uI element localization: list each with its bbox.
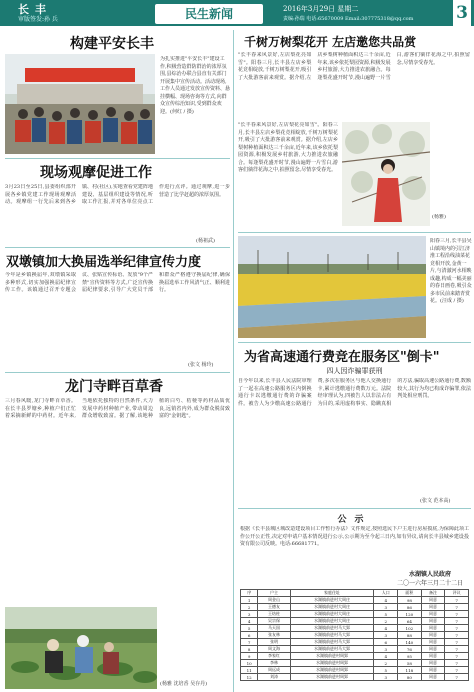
table-cell: 同意 xyxy=(421,667,445,674)
table-cell: 3 xyxy=(374,674,398,681)
credit-onsite: (杨祖武) xyxy=(196,238,215,244)
editor-contact: 责编:孙瑞 电话:65670009 Email:307775318@qq.com xyxy=(283,16,414,22)
table-cell: 7 xyxy=(445,639,469,646)
table-cell: 7 xyxy=(445,667,469,674)
table-cell: 人口 xyxy=(374,590,398,597)
table-row xyxy=(241,604,469,611)
section-rule xyxy=(5,247,230,248)
section-title: 民生新闻 xyxy=(155,4,263,24)
table-cell: 同意 xyxy=(421,625,445,632)
table-cell: 5 xyxy=(241,625,258,632)
credit-temple: (杨雅 沈培香 吴存丹) xyxy=(160,681,208,687)
table-cell: 周文海 xyxy=(258,646,290,653)
page-number: 3 xyxy=(453,0,471,26)
photo-canal-flowers xyxy=(238,236,426,338)
table-cell: 刘涛 xyxy=(258,674,290,681)
table-row xyxy=(241,653,469,660)
table-cell: 2 xyxy=(374,618,398,625)
section-rule xyxy=(238,342,471,343)
table-cell: 58 xyxy=(398,660,422,667)
table-cell: 同意 xyxy=(421,660,445,667)
headline-toll: 为省高速通行费竞在服务区"倒卡" xyxy=(244,350,440,365)
table-cell: 7 xyxy=(445,632,469,639)
section-rule xyxy=(5,158,230,159)
table-row xyxy=(241,639,469,646)
photo-peace-event xyxy=(5,54,155,154)
table-cell: 同意 xyxy=(421,618,445,625)
notice-body: 根据《长丰县城区城改造建设项目工作暂行办法》文件规定,按照选民下户主进行房屋摸底,为保障此项工作公开公正性,决定对申请户基本情况进行公示,公示期为至今起三日内,如有异议,请向长丰县城乡建设投资有限公司反映。电话:66681771。 xyxy=(240,526,469,547)
table-cell: 水湖镇前进村大周庄 xyxy=(290,604,374,611)
photo-pear-blossom xyxy=(342,122,430,226)
section-rule xyxy=(5,372,230,373)
table-cell: 水湖镇前进村马大郢 xyxy=(290,639,374,646)
table-row xyxy=(241,597,469,604)
table-cell: 面积 xyxy=(398,590,422,597)
table-cell: 80 xyxy=(398,674,422,681)
table-cell: 7 xyxy=(241,639,258,646)
table-cell: 6 xyxy=(241,632,258,639)
section-rule xyxy=(238,508,471,509)
table-cell: 张明 xyxy=(258,639,290,646)
notice-org: 水湖镇人民政府 xyxy=(408,571,451,578)
table-cell: 98 xyxy=(398,597,422,604)
table-cell: 周金山 xyxy=(258,597,290,604)
body-discipline: 今年是乡镇换届年,双墩镇采取多种形式,切实加强换届纪律宣传工作。该镇通过召开专题会议、张贴宣传标语、发放"9个严禁"宣传资料等方式,广泛宣传换届纪律要求,引导广大党员干部和群众严格遵守换届纪律,确保换届选举工作风清气正、顺利进行。 xyxy=(5,272,230,293)
table-cell: 同意 xyxy=(421,632,445,639)
credit-trees: (杨雅) xyxy=(432,214,446,220)
table-row xyxy=(241,611,469,618)
table-cell: 水湖镇前进村大周庄 xyxy=(290,597,374,604)
table-cell: 同意 xyxy=(421,639,445,646)
table-cell: 家庭住址 xyxy=(290,590,374,597)
table-cell: 周远成 xyxy=(258,667,290,674)
table-cell: 4 xyxy=(241,618,258,625)
table-cell: 3 xyxy=(374,632,398,639)
issue-date: 2016年3月29日 星期二 xyxy=(283,5,359,13)
table-row xyxy=(241,646,469,653)
table-cell: 张友林 xyxy=(258,632,290,639)
body-toll: 自今年以来,长丰县人民法院审理了一起在高速公路服务区内倒换通行卡以逃缴通行费的诈骗案件。被告人为少缴高速公路通行费,多次在服务区与他人交换通行卡,累计逃缴通行费数万元。法院经审理认为,四被告人以非法占有为目的,采用虚构事实、隐瞒真相的方法,骗取高速公路通行费,数额较大,其行为均已构成诈骗罪,依法判处相应刑罚。 xyxy=(238,378,471,407)
table-cell: 水湖镇前进村大周庄 xyxy=(290,618,374,625)
table-cell: 8 xyxy=(241,646,258,653)
table-cell: 5 xyxy=(374,667,398,674)
notice-title: 公示 xyxy=(337,515,372,525)
table-cell: 李家红 xyxy=(258,653,290,660)
table-cell: 86 xyxy=(398,604,422,611)
table-cell: 7 xyxy=(445,604,469,611)
table-cell: 4 xyxy=(374,597,398,604)
body-onsite: 3月23日至25日,县委组织部开展各乡镇党建工作现场观摩活动。观摩组一行先后来到各乡镇、村(社区),实地查看党建阵地建设、基层组织建设等情况,听取工作汇报,并对各单位亮点工作进行点评。通过观摩,进一步营造了比学赶超的浓厚氛围。 xyxy=(5,184,230,205)
caption-peace: 为扎实推进"平安长丰"建设工作,积极营造群防群治的浓厚氛围,县综治办联合县直有关部门开展集中宣传活动。活动现场,工作人员通过发放宣传资料、悬挂横幅、现场咨询等方式,向群众宣传综治知识,受到群众欢迎。(何红 / 摄) xyxy=(160,56,230,115)
table-row xyxy=(241,660,469,667)
caption-canal: 阳春三月,长丰县吴山镇境内的引江济淮工程沿线油菜花竞相开放,金黄一片,与清澈河水相映成趣,构成一幅美丽的春日画卷,吸引众多市民前来踏青赏花。(汪成 / 摄) xyxy=(430,238,472,304)
table-row xyxy=(241,632,469,639)
table-cell: 同意 xyxy=(421,597,445,604)
table-cell: 7 xyxy=(445,618,469,625)
table-cell: 7 xyxy=(445,597,469,604)
table-cell: 3 xyxy=(374,646,398,653)
table-cell: 11 xyxy=(241,667,258,674)
table-cell: 同意 xyxy=(421,674,445,681)
table-cell: 7 xyxy=(445,660,469,667)
table-cell: 7 xyxy=(445,646,469,653)
masthead-subtitle: 审版签发:孙 兵 xyxy=(18,16,58,23)
table-cell: 7 xyxy=(445,611,469,618)
notice-table-body xyxy=(241,590,469,681)
table-cell: 102 xyxy=(398,625,422,632)
body-temple: 三月春风暖,龙门寺畔百草香。在长丰县罗塘乡,种植户们正忙着采摘新鲜的中药材。近年来,当地依托独特的自然条件,大力发展中药材种植产业,带动周边群众增收致富。据了解,该地种植的白芍、桔梗等药材品质优良,远销省内外,成为群众脱贫致富的"金钥匙"。 xyxy=(5,398,230,419)
table-cell: 备注 xyxy=(421,590,445,597)
table-cell: 王德友 xyxy=(258,604,290,611)
table-cell: 同意 xyxy=(421,604,445,611)
table-header-row xyxy=(241,590,469,597)
photo-herb-farmers xyxy=(5,607,157,689)
table-cell: 李林 xyxy=(258,660,290,667)
table-cell: 水湖镇前进村马大郢 xyxy=(290,646,374,653)
table-cell: 2 xyxy=(374,660,398,667)
table-cell: 吴宗保 xyxy=(258,618,290,625)
column-divider xyxy=(233,30,234,692)
table-cell: 同意 xyxy=(421,653,445,660)
table-cell: 7 xyxy=(445,625,469,632)
subheadline-toll: 四人因诈骗罪获刑 xyxy=(326,367,383,375)
table-cell: 水湖镇前进村马大郢 xyxy=(290,632,374,639)
table-cell: 水湖镇前进村周郢 xyxy=(290,660,374,667)
table-cell: 水湖镇前进村马大郢 xyxy=(290,625,374,632)
headline-onsite: 现场观摩促进工作 xyxy=(40,165,152,181)
table-cell: 3 xyxy=(374,604,398,611)
headline-trees: 千树万树梨花开 左店邀您共品赏 xyxy=(244,35,417,49)
table-cell: 95 xyxy=(398,653,422,660)
table-cell: 64 xyxy=(398,618,422,625)
headline-peace: 构建平安长丰 xyxy=(70,36,154,52)
body-trees: "长丰春来风景好,左店梨花亮如雪"。阳春三月,长丰县左店乡梨花竞相绽放,千树万树梨花开,吸引了大批游客前来观赏。据介绍,左店乡梨树种植面积达三千余亩,近年来,该乡依托梨园资源,积极发展乡村旅游,大力推进农旅融合。每逢梨花盛开时节,漫山遍野一片雪白,游客们徜徉花海之中,拍照留念,尽情享受春光。 xyxy=(238,52,470,81)
credit-discipline: (张文 杨玲) xyxy=(188,362,214,368)
notice-table xyxy=(240,589,469,681)
table-cell: 120 xyxy=(398,611,422,618)
table-row xyxy=(241,674,469,681)
credit-toll: (张文 范本高) xyxy=(420,498,451,504)
table-cell: 4 xyxy=(374,625,398,632)
table-cell: 3 xyxy=(241,611,258,618)
table-cell: 水湖镇前进村周郢 xyxy=(290,674,374,681)
table-cell: 2 xyxy=(241,604,258,611)
headline-discipline: 双墩镇加大换届选举纪律宣传力度 xyxy=(6,255,202,270)
table-cell: 水湖镇前进村周郢 xyxy=(290,667,374,674)
table-cell: 王结柱 xyxy=(258,611,290,618)
table-row xyxy=(241,667,469,674)
table-cell: 5 xyxy=(374,611,398,618)
table-cell: 序 xyxy=(241,590,258,597)
table-cell: 118 xyxy=(398,667,422,674)
table-row xyxy=(241,625,469,632)
table-cell: 76 xyxy=(398,646,422,653)
table-cell: 12 xyxy=(241,674,258,681)
table-cell: 马天国 xyxy=(258,625,290,632)
table-cell: 同意 xyxy=(421,611,445,618)
table-cell: 7 xyxy=(445,653,469,660)
table-row xyxy=(241,618,469,625)
table-cell: 10 xyxy=(241,660,258,667)
section-rule xyxy=(238,232,471,233)
table-cell: 7 xyxy=(445,674,469,681)
table-cell: 同意 xyxy=(421,646,445,653)
table-cell: 6 xyxy=(374,639,398,646)
table-cell: 水湖镇前进村大周庄 xyxy=(290,611,374,618)
table-cell: 9 xyxy=(241,653,258,660)
table-cell: 140 xyxy=(398,639,422,646)
newspaper-title: 长丰 xyxy=(18,3,52,16)
table-cell: 88 xyxy=(398,632,422,639)
table-cell: 评议 xyxy=(445,590,469,597)
notice-date: 二〇一六年三月二十二日 xyxy=(396,580,463,587)
masthead xyxy=(0,0,474,26)
table-cell: 4 xyxy=(374,653,398,660)
body-trees-continued: "长丰春来风景好,左店梨花亮如雪"。阳春三月,长丰县左店乡梨花竞相绽放,千树万树梨花开,吸引了大批游客前来观赏。据介绍,左店乡梨树种植面积达三千余亩,近年来,该乡依托梨园资源,积极发展乡村旅游,大力推进农旅融合。每逢梨花盛开时节,漫山遍野一片雪白,游客们徜徉花海之中,拍照留念,尽情享受春光。 xyxy=(238,122,338,173)
table-cell: 1 xyxy=(241,597,258,604)
table-cell: 户主 xyxy=(258,590,290,597)
table-cell: 水湖镇前进村周郢 xyxy=(290,653,374,660)
headline-temple: 龙门寺畔百草香 xyxy=(65,379,163,395)
